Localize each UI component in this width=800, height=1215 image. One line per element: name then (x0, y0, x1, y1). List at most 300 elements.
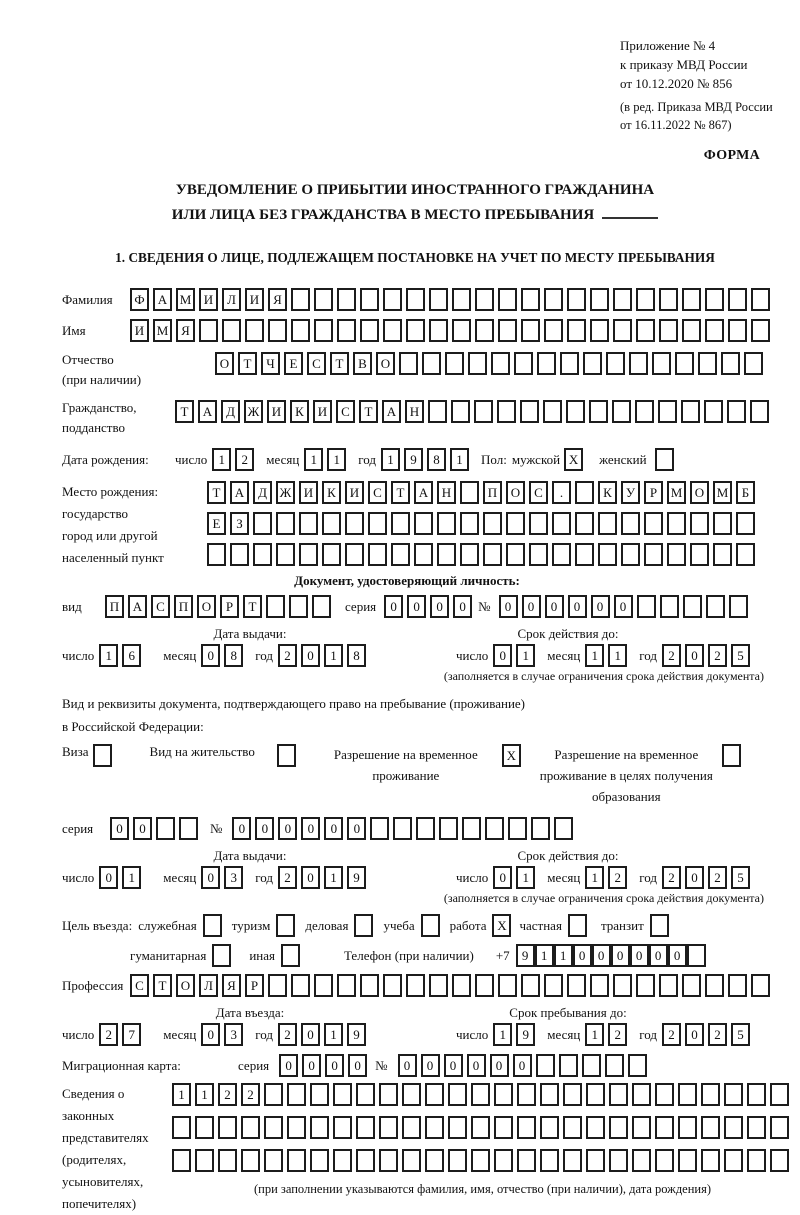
firstname-cell[interactable] (521, 319, 540, 342)
migration-number-cell[interactable] (536, 1054, 555, 1077)
citizenship-cell[interactable]: А (382, 400, 401, 423)
entry-year-cell[interactable]: 1 (324, 1023, 343, 1046)
surname-cell[interactable] (314, 288, 333, 311)
legal-reps-cell[interactable] (770, 1083, 789, 1106)
residence-expiry-day-cell[interactable]: 0 (493, 866, 512, 889)
legal-reps-cell[interactable] (379, 1116, 398, 1139)
legal-reps-cell[interactable] (586, 1116, 605, 1139)
until-day-cell[interactable]: 1 (493, 1023, 512, 1046)
birthplace-cell[interactable] (552, 512, 571, 535)
citizenship-cell[interactable]: Т (175, 400, 194, 423)
identity-expiry-year-cell[interactable]: 0 (685, 644, 704, 667)
profession-cell[interactable]: С (130, 974, 149, 997)
profession-cell[interactable]: Т (153, 974, 172, 997)
surname-cell[interactable]: М (176, 288, 195, 311)
birthplace-cell[interactable]: З (230, 512, 249, 535)
residence-expiry-year-cell[interactable]: 2 (662, 866, 681, 889)
birthplace-cell[interactable]: О (506, 481, 525, 504)
residence-number-cell[interactable] (416, 817, 435, 840)
surname-cell[interactable] (636, 288, 655, 311)
patronymic-cell[interactable] (422, 352, 441, 375)
citizenship-cell[interactable]: Д (221, 400, 240, 423)
legal-reps-cell[interactable] (517, 1083, 536, 1106)
profession-cell[interactable] (751, 974, 770, 997)
birth-year-cell[interactable]: 1 (450, 448, 469, 471)
entry-day-cell[interactable]: 2 (99, 1023, 118, 1046)
birth-year-cell[interactable]: 8 (427, 448, 446, 471)
temp-residence-checkbox[interactable]: X (502, 744, 521, 767)
patronymic-cell[interactable] (721, 352, 740, 375)
firstname-cell[interactable]: И (130, 319, 149, 342)
until-day-cell[interactable]: 9 (516, 1023, 535, 1046)
citizenship-cell[interactable]: Т (359, 400, 378, 423)
residence-number-cell[interactable]: 0 (232, 817, 251, 840)
birthplace-cell[interactable]: И (345, 481, 364, 504)
residence-issue-month-cell[interactable]: 3 (224, 866, 243, 889)
purpose-humanitarian-checkbox[interactable] (212, 944, 231, 967)
legal-reps-cell[interactable] (770, 1149, 789, 1172)
birthplace-cell[interactable] (230, 543, 249, 566)
birthplace-cell[interactable] (299, 512, 318, 535)
migration-series-cell[interactable]: 0 (325, 1054, 344, 1077)
legal-reps-cell[interactable] (402, 1083, 421, 1106)
surname-cell[interactable] (291, 288, 310, 311)
profession-cell[interactable] (314, 974, 333, 997)
birthplace-cell[interactable] (322, 543, 341, 566)
identity-expiry-year-cell[interactable]: 2 (662, 644, 681, 667)
until-month-cell[interactable]: 1 (585, 1023, 604, 1046)
legal-reps-cell[interactable] (770, 1116, 789, 1139)
legal-reps-cell[interactable] (540, 1149, 559, 1172)
profession-cell[interactable] (544, 974, 563, 997)
birth-month-cell[interactable]: 1 (327, 448, 346, 471)
legal-reps-cell[interactable] (379, 1149, 398, 1172)
migration-series-cell[interactable]: 0 (348, 1054, 367, 1077)
legal-reps-cell[interactable] (517, 1116, 536, 1139)
patronymic-cell[interactable] (583, 352, 602, 375)
legal-reps-cell[interactable] (609, 1116, 628, 1139)
citizenship-cell[interactable]: К (290, 400, 309, 423)
birthplace-cell[interactable] (713, 512, 732, 535)
birthplace-cell[interactable] (253, 543, 272, 566)
surname-cell[interactable]: А (153, 288, 172, 311)
birthplace-cell[interactable] (621, 543, 640, 566)
identity-series-cell[interactable]: 0 (407, 595, 426, 618)
legal-reps-cell[interactable] (218, 1149, 237, 1172)
patronymic-cell[interactable] (514, 352, 533, 375)
identity-kind-cell[interactable]: С (151, 595, 170, 618)
residence-series-cell[interactable] (179, 817, 198, 840)
residence-number-cell[interactable] (508, 817, 527, 840)
legal-reps-cell[interactable]: 1 (195, 1083, 214, 1106)
legal-reps-cell[interactable] (471, 1083, 490, 1106)
identity-expiry-year-cell[interactable]: 2 (708, 644, 727, 667)
identity-number-cell[interactable] (683, 595, 702, 618)
patronymic-cell[interactable] (675, 352, 694, 375)
birthplace-cell[interactable] (345, 543, 364, 566)
profession-cell[interactable] (567, 974, 586, 997)
patronymic-cell[interactable]: Т (330, 352, 349, 375)
legal-reps-cell[interactable] (333, 1149, 352, 1172)
surname-cell[interactable] (429, 288, 448, 311)
profession-cell[interactable] (383, 974, 402, 997)
legal-reps-cell[interactable] (264, 1083, 283, 1106)
citizenship-cell[interactable] (474, 400, 493, 423)
patronymic-cell[interactable] (606, 352, 625, 375)
surname-cell[interactable] (383, 288, 402, 311)
residence-expiry-year-cell[interactable]: 5 (731, 866, 750, 889)
birthplace-cell[interactable] (414, 543, 433, 566)
residence-number-cell[interactable] (370, 817, 389, 840)
surname-cell[interactable] (406, 288, 425, 311)
legal-reps-cell[interactable] (517, 1149, 536, 1172)
patronymic-cell[interactable]: С (307, 352, 326, 375)
legal-reps-cell[interactable] (678, 1116, 697, 1139)
birthplace-cell[interactable]: М (667, 481, 686, 504)
purpose-other-checkbox[interactable] (281, 944, 300, 967)
legal-reps-cell[interactable] (655, 1083, 674, 1106)
residence-issue-year-cell[interactable]: 9 (347, 866, 366, 889)
birthplace-cell[interactable] (460, 512, 479, 535)
firstname-cell[interactable] (682, 319, 701, 342)
profession-cell[interactable] (705, 974, 724, 997)
citizenship-cell[interactable]: И (267, 400, 286, 423)
firstname-cell[interactable] (291, 319, 310, 342)
identity-number-cell[interactable]: 0 (568, 595, 587, 618)
identity-kind-cell[interactable]: А (128, 595, 147, 618)
citizenship-cell[interactable] (612, 400, 631, 423)
identity-number-cell[interactable] (660, 595, 679, 618)
birthplace-cell[interactable]: К (322, 481, 341, 504)
legal-reps-cell[interactable]: 2 (218, 1083, 237, 1106)
firstname-cell[interactable]: Я (176, 319, 195, 342)
identity-number-cell[interactable] (637, 595, 656, 618)
patronymic-cell[interactable] (698, 352, 717, 375)
legal-reps-cell[interactable] (356, 1149, 375, 1172)
legal-reps-cell[interactable] (747, 1083, 766, 1106)
firstname-cell[interactable] (268, 319, 287, 342)
identity-expiry-year-cell[interactable]: 5 (731, 644, 750, 667)
birthplace-cell[interactable] (644, 543, 663, 566)
legal-reps-cell[interactable] (425, 1116, 444, 1139)
birth-day-cell[interactable]: 1 (212, 448, 231, 471)
birth-day-cell[interactable]: 2 (235, 448, 254, 471)
residence-number-cell[interactable] (554, 817, 573, 840)
legal-reps-cell[interactable] (586, 1083, 605, 1106)
patronymic-cell[interactable]: В (353, 352, 372, 375)
migration-number-cell[interactable]: 0 (444, 1054, 463, 1077)
surname-cell[interactable]: Л (222, 288, 241, 311)
profession-cell[interactable] (452, 974, 471, 997)
purpose-official-checkbox[interactable] (203, 914, 222, 937)
profession-cell[interactable] (291, 974, 310, 997)
birth-year-cell[interactable]: 1 (381, 448, 400, 471)
migration-series-cell[interactable]: 0 (279, 1054, 298, 1077)
birthplace-cell[interactable]: О (690, 481, 709, 504)
phone-digit-cell[interactable]: 1 (554, 944, 573, 967)
identity-issue-day-cell[interactable]: 1 (99, 644, 118, 667)
birthplace-cell[interactable] (621, 512, 640, 535)
residence-expiry-year-cell[interactable]: 2 (708, 866, 727, 889)
legal-reps-cell[interactable] (540, 1116, 559, 1139)
entry-month-cell[interactable]: 0 (201, 1023, 220, 1046)
purpose-work-checkbox[interactable]: X (492, 914, 511, 937)
visa-checkbox[interactable] (93, 744, 112, 767)
firstname-cell[interactable] (222, 319, 241, 342)
surname-cell[interactable] (705, 288, 724, 311)
birthplace-cell[interactable] (276, 543, 295, 566)
identity-kind-cell[interactable]: П (174, 595, 193, 618)
patronymic-cell[interactable] (537, 352, 556, 375)
legal-reps-cell[interactable] (563, 1116, 582, 1139)
identity-issue-year-cell[interactable]: 1 (324, 644, 343, 667)
citizenship-cell[interactable] (635, 400, 654, 423)
legal-reps-cell[interactable] (747, 1149, 766, 1172)
identity-issue-day-cell[interactable]: 6 (122, 644, 141, 667)
residence-expiry-year-cell[interactable]: 0 (685, 866, 704, 889)
until-year-cell[interactable]: 2 (708, 1023, 727, 1046)
legal-reps-cell[interactable] (241, 1149, 260, 1172)
identity-number-cell[interactable]: 0 (499, 595, 518, 618)
surname-cell[interactable]: Я (268, 288, 287, 311)
legal-reps-cell[interactable] (264, 1149, 283, 1172)
profession-cell[interactable] (521, 974, 540, 997)
patronymic-cell[interactable] (629, 352, 648, 375)
purpose-tourism-checkbox[interactable] (276, 914, 295, 937)
phone-digit-cell[interactable]: 1 (535, 944, 554, 967)
legal-reps-cell[interactable] (172, 1116, 191, 1139)
birthplace-cell[interactable] (690, 512, 709, 535)
birthplace-cell[interactable] (299, 543, 318, 566)
migration-number-cell[interactable]: 0 (490, 1054, 509, 1077)
legal-reps-cell[interactable] (425, 1083, 444, 1106)
migration-number-cell[interactable] (582, 1054, 601, 1077)
patronymic-cell[interactable] (744, 352, 763, 375)
citizenship-cell[interactable]: А (198, 400, 217, 423)
residence-permit-checkbox[interactable] (277, 744, 296, 767)
citizenship-cell[interactable]: С (336, 400, 355, 423)
birthplace-cell[interactable]: К (598, 481, 617, 504)
legal-reps-cell[interactable] (425, 1149, 444, 1172)
phone-digit-cell[interactable]: 9 (516, 944, 535, 967)
birthplace-cell[interactable] (736, 512, 755, 535)
legal-reps-cell[interactable] (310, 1149, 329, 1172)
migration-number-cell[interactable]: 0 (421, 1054, 440, 1077)
profession-cell[interactable] (728, 974, 747, 997)
identity-kind-cell[interactable]: П (105, 595, 124, 618)
identity-kind-cell[interactable] (266, 595, 285, 618)
migration-number-cell[interactable] (605, 1054, 624, 1077)
firstname-cell[interactable]: М (153, 319, 172, 342)
residence-series-cell[interactable]: 0 (110, 817, 129, 840)
migration-number-cell[interactable]: 0 (467, 1054, 486, 1077)
profession-cell[interactable] (659, 974, 678, 997)
firstname-cell[interactable] (544, 319, 563, 342)
legal-reps-cell[interactable] (701, 1116, 720, 1139)
firstname-cell[interactable] (751, 319, 770, 342)
residence-number-cell[interactable]: 0 (301, 817, 320, 840)
birthplace-cell[interactable] (322, 512, 341, 535)
legal-reps-cell[interactable] (310, 1083, 329, 1106)
surname-cell[interactable] (613, 288, 632, 311)
identity-issue-year-cell[interactable]: 2 (278, 644, 297, 667)
birthplace-cell[interactable]: Н (437, 481, 456, 504)
legal-reps-cell[interactable] (333, 1116, 352, 1139)
purpose-transit-checkbox[interactable] (650, 914, 669, 937)
surname-cell[interactable] (728, 288, 747, 311)
surname-cell[interactable] (544, 288, 563, 311)
until-year-cell[interactable]: 2 (662, 1023, 681, 1046)
birthplace-cell[interactable] (667, 512, 686, 535)
citizenship-cell[interactable] (566, 400, 585, 423)
surname-cell[interactable]: Ф (130, 288, 149, 311)
birthplace-cell[interactable] (690, 543, 709, 566)
phone-digit-cell[interactable]: 0 (611, 944, 630, 967)
profession-cell[interactable]: О (176, 974, 195, 997)
purpose-private-checkbox[interactable] (568, 914, 587, 937)
citizenship-cell[interactable] (750, 400, 769, 423)
profession-cell[interactable] (498, 974, 517, 997)
residence-issue-year-cell[interactable]: 2 (278, 866, 297, 889)
until-year-cell[interactable]: 0 (685, 1023, 704, 1046)
residence-issue-year-cell[interactable]: 1 (324, 866, 343, 889)
birthplace-cell[interactable] (529, 512, 548, 535)
citizenship-cell[interactable] (497, 400, 516, 423)
firstname-cell[interactable] (383, 319, 402, 342)
birthplace-cell[interactable] (713, 543, 732, 566)
identity-expiry-month-cell[interactable]: 1 (608, 644, 627, 667)
legal-reps-cell[interactable] (471, 1149, 490, 1172)
legal-reps-cell[interactable] (356, 1116, 375, 1139)
residence-issue-day-cell[interactable]: 1 (122, 866, 141, 889)
residence-number-cell[interactable]: 0 (324, 817, 343, 840)
until-month-cell[interactable]: 2 (608, 1023, 627, 1046)
birthplace-cell[interactable] (368, 512, 387, 535)
legal-reps-cell[interactable] (264, 1116, 283, 1139)
birthplace-cell[interactable] (644, 512, 663, 535)
citizenship-cell[interactable] (589, 400, 608, 423)
identity-kind-cell[interactable]: Т (243, 595, 262, 618)
migration-number-cell[interactable] (559, 1054, 578, 1077)
birthplace-cell[interactable]: Б (736, 481, 755, 504)
legal-reps-cell[interactable] (678, 1149, 697, 1172)
firstname-cell[interactable] (498, 319, 517, 342)
identity-kind-cell[interactable] (312, 595, 331, 618)
legal-reps-cell[interactable] (195, 1116, 214, 1139)
birthplace-cell[interactable]: П (483, 481, 502, 504)
legal-reps-cell[interactable] (218, 1116, 237, 1139)
legal-reps-cell[interactable] (747, 1116, 766, 1139)
surname-cell[interactable] (682, 288, 701, 311)
patronymic-cell[interactable]: Т (238, 352, 257, 375)
citizenship-cell[interactable] (543, 400, 562, 423)
birthplace-cell[interactable] (552, 543, 571, 566)
profession-cell[interactable] (337, 974, 356, 997)
patronymic-cell[interactable] (468, 352, 487, 375)
entry-day-cell[interactable]: 7 (122, 1023, 141, 1046)
firstname-cell[interactable] (406, 319, 425, 342)
residence-number-cell[interactable]: 0 (347, 817, 366, 840)
citizenship-cell[interactable] (520, 400, 539, 423)
male-checkbox[interactable]: X (564, 448, 583, 471)
birth-year-cell[interactable]: 9 (404, 448, 423, 471)
legal-reps-cell[interactable] (632, 1083, 651, 1106)
surname-cell[interactable] (659, 288, 678, 311)
legal-reps-cell[interactable]: 1 (172, 1083, 191, 1106)
firstname-cell[interactable] (613, 319, 632, 342)
legal-reps-cell[interactable] (402, 1116, 421, 1139)
legal-reps-cell[interactable] (655, 1116, 674, 1139)
residence-number-cell[interactable] (531, 817, 550, 840)
birth-month-cell[interactable]: 1 (304, 448, 323, 471)
identity-number-cell[interactable] (706, 595, 725, 618)
legal-reps-cell[interactable] (356, 1083, 375, 1106)
legal-reps-cell[interactable] (379, 1083, 398, 1106)
patronymic-cell[interactable]: Ч (261, 352, 280, 375)
profession-cell[interactable]: Р (245, 974, 264, 997)
firstname-cell[interactable] (590, 319, 609, 342)
legal-reps-cell[interactable] (655, 1149, 674, 1172)
identity-kind-cell[interactable] (289, 595, 308, 618)
birthplace-cell[interactable] (667, 543, 686, 566)
identity-issue-year-cell[interactable]: 0 (301, 644, 320, 667)
female-checkbox[interactable] (655, 448, 674, 471)
surname-cell[interactable] (475, 288, 494, 311)
birthplace-cell[interactable] (598, 512, 617, 535)
legal-reps-cell[interactable] (402, 1149, 421, 1172)
identity-kind-cell[interactable]: Р (220, 595, 239, 618)
surname-cell[interactable] (590, 288, 609, 311)
identity-series-cell[interactable]: 0 (430, 595, 449, 618)
birthplace-cell[interactable]: Ж (276, 481, 295, 504)
legal-reps-cell[interactable] (494, 1083, 513, 1106)
legal-reps-cell[interactable] (471, 1116, 490, 1139)
surname-cell[interactable] (337, 288, 356, 311)
birthplace-cell[interactable]: М (713, 481, 732, 504)
migration-number-cell[interactable]: 0 (513, 1054, 532, 1077)
birthplace-cell[interactable] (460, 543, 479, 566)
firstname-cell[interactable] (337, 319, 356, 342)
legal-reps-cell[interactable] (632, 1116, 651, 1139)
legal-reps-cell[interactable] (540, 1083, 559, 1106)
identity-issue-month-cell[interactable]: 8 (224, 644, 243, 667)
profession-cell[interactable] (429, 974, 448, 997)
residence-number-cell[interactable] (439, 817, 458, 840)
legal-reps-cell[interactable] (172, 1149, 191, 1172)
residence-number-cell[interactable]: 0 (278, 817, 297, 840)
citizenship-cell[interactable] (451, 400, 470, 423)
birthplace-cell[interactable]: Д (253, 481, 272, 504)
legal-reps-cell[interactable] (563, 1149, 582, 1172)
legal-reps-cell[interactable] (724, 1149, 743, 1172)
firstname-cell[interactable] (705, 319, 724, 342)
legal-reps-cell[interactable] (632, 1149, 651, 1172)
phone-digit-cell[interactable]: 0 (649, 944, 668, 967)
birthplace-cell[interactable]: Е (207, 512, 226, 535)
profession-cell[interactable]: Я (222, 974, 241, 997)
purpose-business-checkbox[interactable] (354, 914, 373, 937)
phone-digit-cell[interactable]: 0 (630, 944, 649, 967)
birthplace-cell[interactable]: Т (391, 481, 410, 504)
profession-cell[interactable]: Л (199, 974, 218, 997)
birthplace-cell[interactable]: . (552, 481, 571, 504)
legal-reps-cell[interactable] (724, 1116, 743, 1139)
profession-cell[interactable] (590, 974, 609, 997)
surname-cell[interactable]: И (199, 288, 218, 311)
residence-series-cell[interactable]: 0 (133, 817, 152, 840)
citizenship-cell[interactable]: И (313, 400, 332, 423)
identity-number-cell[interactable]: 0 (545, 595, 564, 618)
